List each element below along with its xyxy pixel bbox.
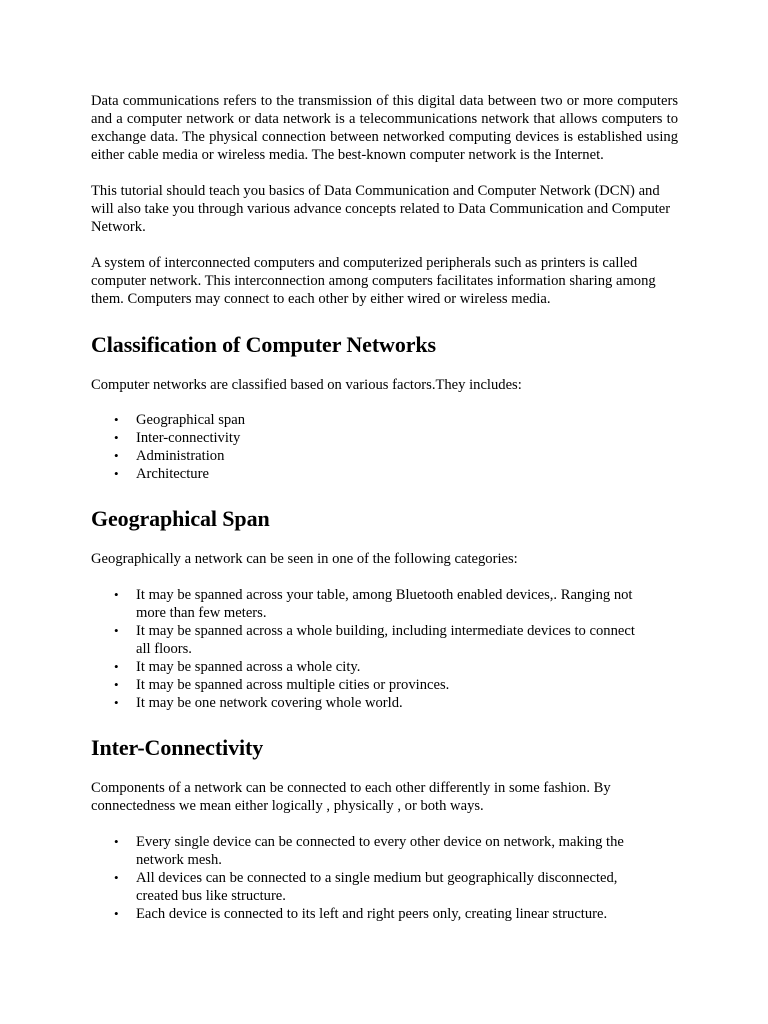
classification-lead: Computer networks are classified based on various factors.They includes: bbox=[91, 377, 522, 393]
intro-paragraph-2: This tutorial should teach you basics of Data Communication and Computer Network (DCN) and will also take you through various advance concepts related to Data Communication and Computer Network. bbox=[91, 183, 671, 235]
list-item: • Administration bbox=[114, 448, 225, 464]
document-page bbox=[91, 92, 678, 923]
geographical-span-lead: Geographically a network can be seen in one of the following categories: bbox=[91, 551, 518, 567]
bullet-icon: • bbox=[114, 695, 119, 710]
bullet-icon: • bbox=[114, 412, 119, 427]
inter-connectivity-lead: Components of a network can be connected to each other differently in some fashion. By connectedness we mean either logically , physically , or both ways. bbox=[91, 780, 611, 814]
list-item: • Geographical span bbox=[114, 412, 246, 428]
list-item: • It may be spanned across a whole building, including intermediate devices to connect all floors. bbox=[114, 623, 635, 657]
bullet-icon: • bbox=[114, 834, 119, 849]
classification-list bbox=[91, 411, 678, 483]
bullet-icon: • bbox=[114, 448, 119, 463]
bullet-icon: • bbox=[114, 659, 119, 674]
bullet-icon: • bbox=[114, 430, 119, 445]
list-item: • All devices can be connected to a single medium but geographically disconnected, created bus like structure. bbox=[114, 870, 618, 904]
bullet-icon: • bbox=[114, 466, 119, 481]
intro-paragraph-3: A system of interconnected computers and computerized peripherals such as printers is called computer network. This interconnection among computers facilitates information sharing among them. Computers may connect to each other by either wired or wireless media. bbox=[91, 255, 656, 307]
bullet-icon: • bbox=[114, 623, 119, 638]
intro-paragraph-1: Data communications refers to the transmission of this digital data between two or more computers and a computer network or data network is a telecommunications network that allows computers to exchange data. The physical connection between networked computing devices is established using either cable media or wireless media. The best-known computer network is the Internet. bbox=[91, 93, 678, 163]
geographical-span-heading: Geographical Span bbox=[91, 506, 270, 531]
geographical-span-list bbox=[91, 586, 636, 712]
classification-heading: Classification of Computer Networks bbox=[91, 332, 437, 357]
bullet-icon: • bbox=[114, 677, 119, 692]
list-item: • It may be spanned across a whole city. bbox=[114, 659, 361, 675]
bullet-icon: • bbox=[114, 906, 119, 921]
bullet-icon: • bbox=[114, 587, 119, 602]
inter-connectivity-heading: Inter-Connectivity bbox=[91, 735, 264, 760]
list-item: • Architecture bbox=[114, 466, 209, 482]
bullet-icon: • bbox=[114, 870, 119, 885]
list-item: • It may be spanned across multiple cities or provinces. bbox=[114, 677, 450, 693]
list-item: • It may be one network covering whole world. bbox=[114, 695, 403, 711]
list-item: • Every single device can be connected to every other device on network, making the network mesh. bbox=[114, 834, 624, 868]
inter-connectivity-list bbox=[91, 833, 646, 923]
list-item: • Inter-connectivity bbox=[114, 430, 241, 446]
list-item: • Each device is connected to its left and right peers only, creating linear structure. bbox=[114, 906, 608, 922]
list-item: • It may be spanned across your table, among Bluetooth enabled devices,. Ranging not more than few meters. bbox=[114, 587, 633, 621]
